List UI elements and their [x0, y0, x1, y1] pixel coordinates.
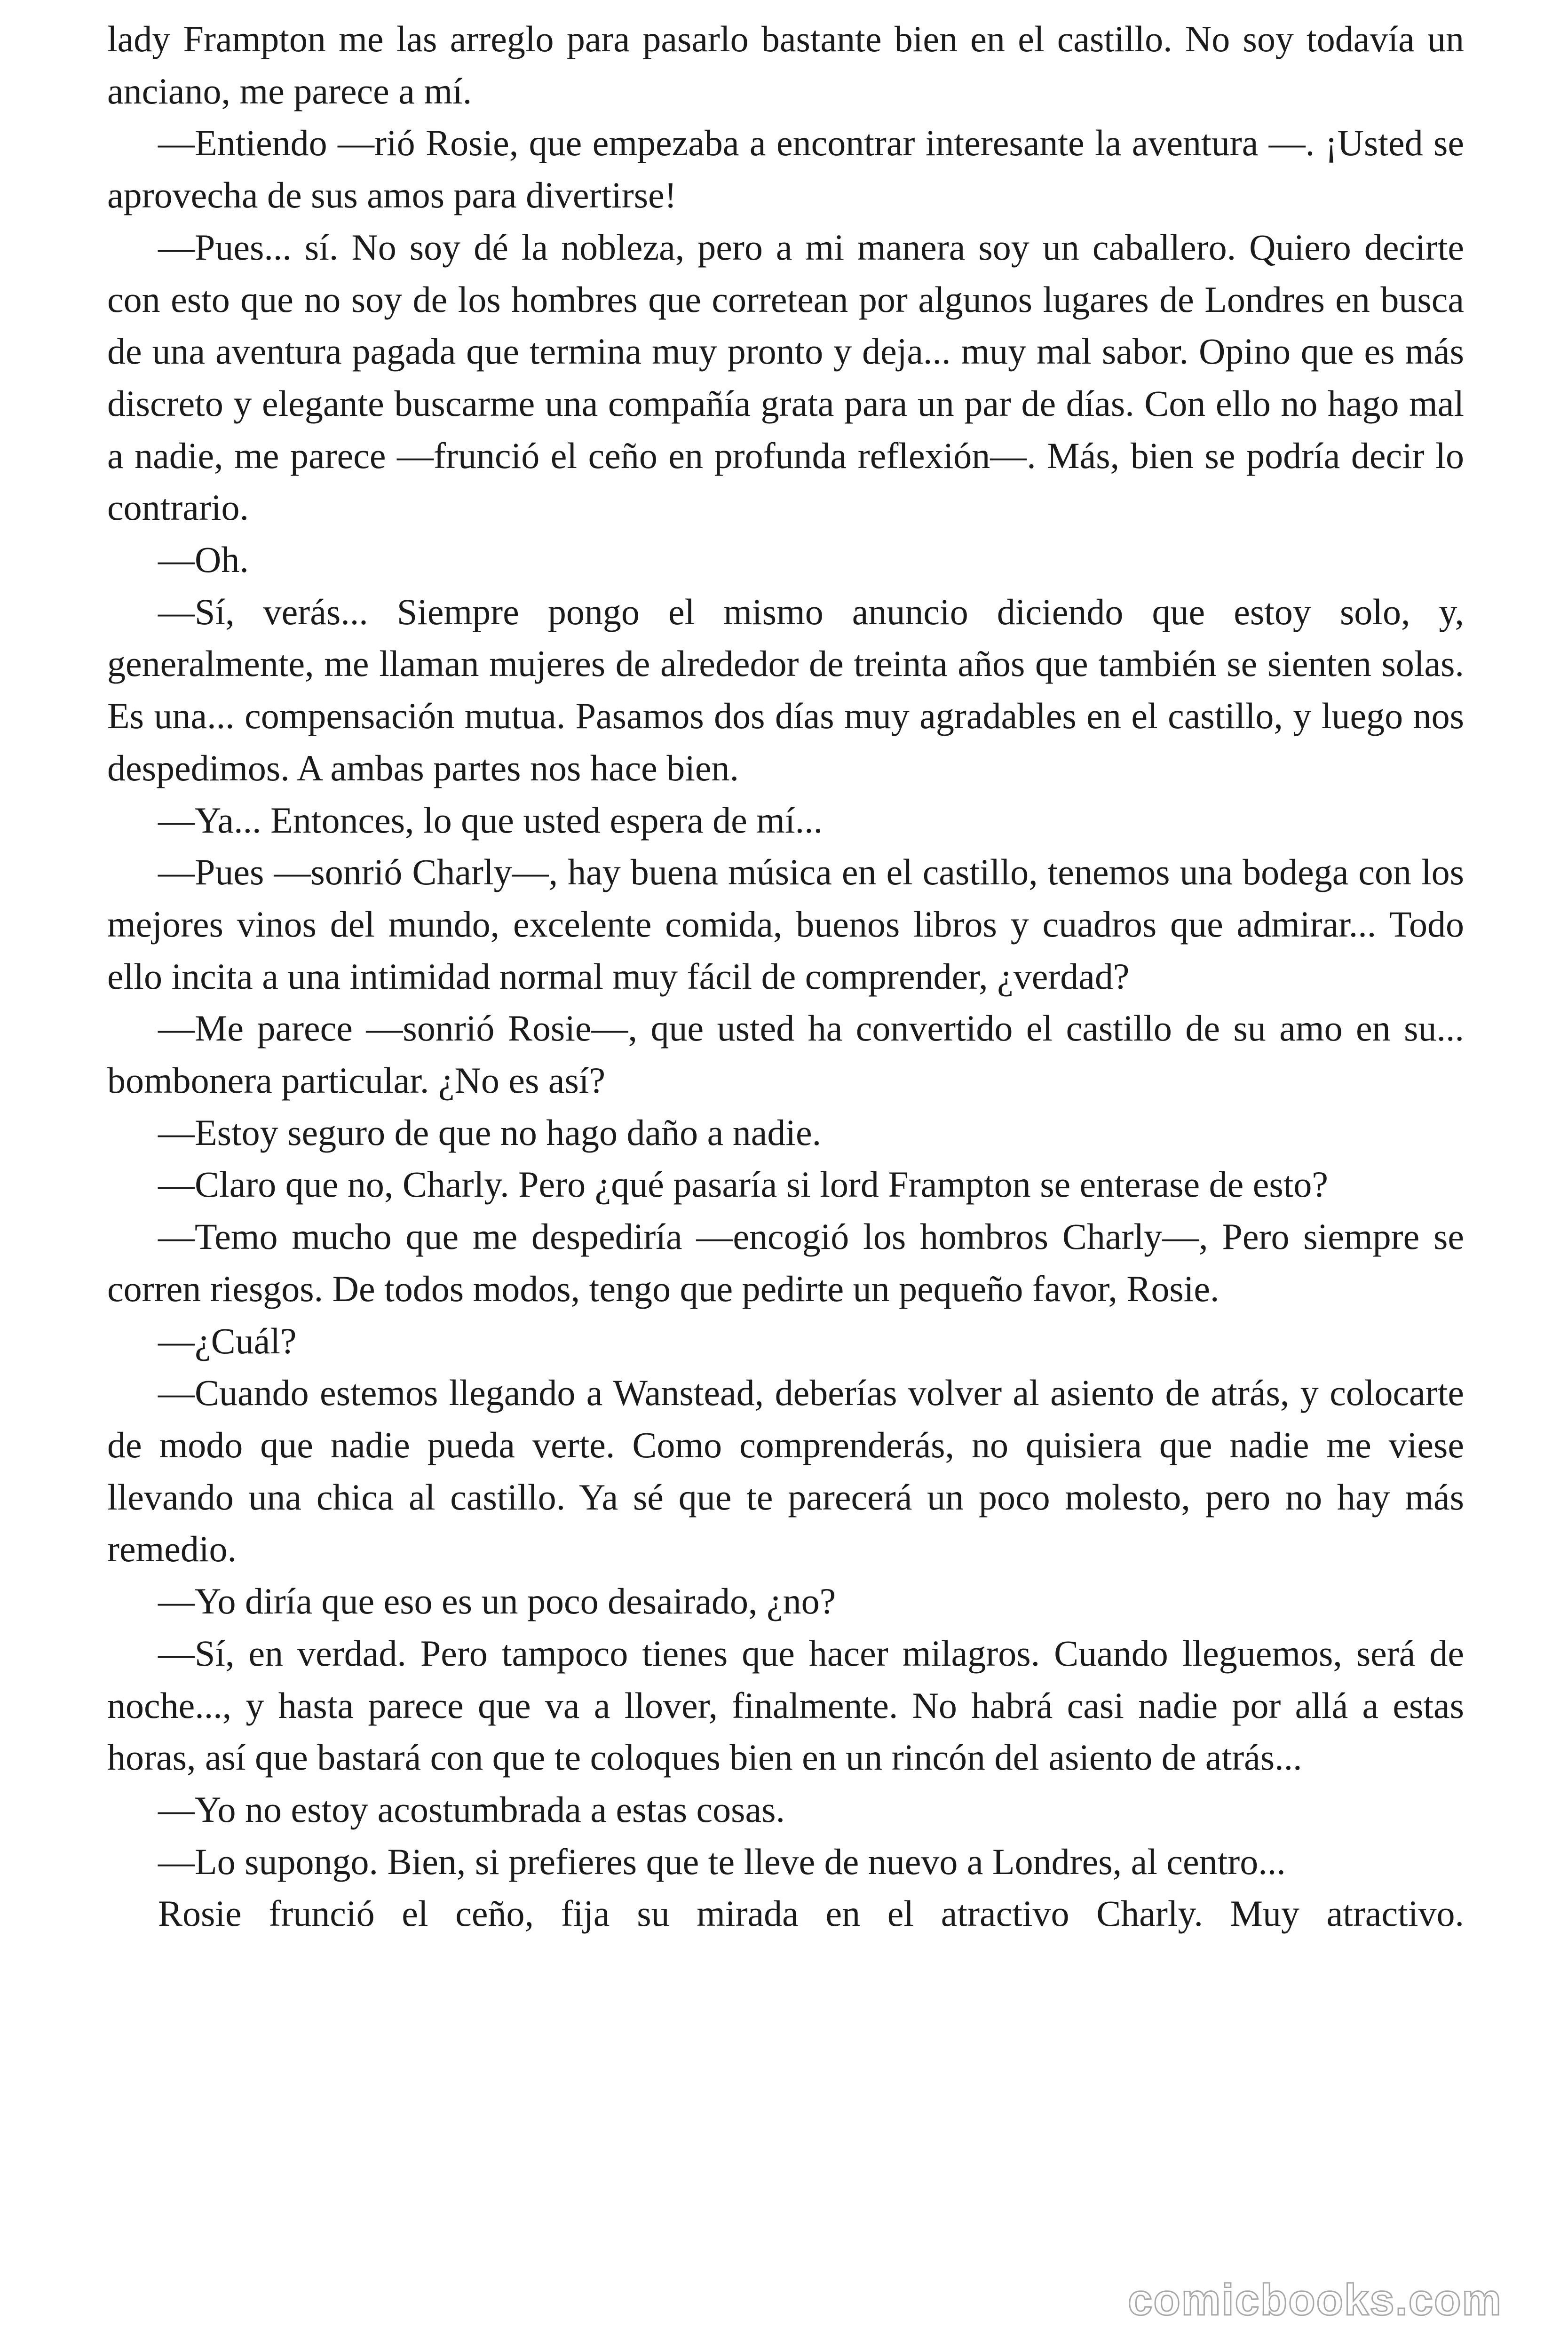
paragraph: —Cuando estemos llegando a Wanstead, deberías volver al asiento de atrás, y colocarte de modo que nadie pueda verte. Como comprenderás, no quisiera que nadie me viese llevando una chica al castillo. Ya sé que te parecerá un poco molesto, pero no hay más remedio.	[107, 1372, 1464, 1570]
paragraph: lady Frampton me las arreglo para pasarlo bastante bien en el castillo. No soy todavía un anciano, me parece a mí.	[107, 18, 1464, 111]
paragraph: —Claro que no, Charly. Pero ¿qué pasaría si lord Frampton se enterase de esto?	[158, 1164, 1329, 1205]
paragraph: —Me parece —sonrió Rosie—, que usted ha convertido el castillo de su amo en su... bombonera particular. ¿No es así?	[107, 1008, 1464, 1101]
paragraph: —Temo mucho que me despediría —encogió los hombros Charly—, Pero siempre se corren riesgos. De todos modos, tengo que pedirte un pequeño favor, Rosie.	[107, 1216, 1464, 1309]
paragraph: —Yo diría que eso es un poco desairado, ¿no?	[158, 1581, 836, 1622]
paragraph: —Estoy seguro de que no hago daño a nadie.	[158, 1112, 822, 1153]
paragraph: —¿Cuál?	[158, 1320, 297, 1361]
paragraph: —Sí, verás... Siempre pongo el mismo anuncio diciendo que estoy solo, y, generalmente, me llaman mujeres de alrededor de treinta años que también se sienten solas. Es una... compensación mutua. Pasamos dos días muy agradables en el castillo, y luego nos despedimos. A ambas partes nos hace bien.	[107, 591, 1464, 788]
paragraph: —Lo supongo. Bien, si prefieres que te lleve de nuevo a Londres, al centro...	[158, 1841, 1286, 1882]
paragraph: —Pues... sí. No soy dé la nobleza, pero a mi manera soy un caballero. Quiero decirte con esto que no soy de los hombres que corretean por algunos lugares de Londres en busca de una aventura pagada que termina muy pronto y deja... muy mal sabor. Opino que es más discreto y elegante buscarme una compañía grata para un par de días. Con ello no hago mal a nadie, me parece —frunció el ceño en profunda reflexión—. Más, bien se podría decir lo contrario.	[107, 226, 1464, 528]
paragraph: —Pues —sonrió Charly—, hay buena música en el castillo, tenemos una bodega con los mejores vinos del mundo, excelente comida, buenos libros y cuadros que admirar... Todo ello incita a una intimidad normal muy fácil de comprender, ¿verdad?	[107, 851, 1464, 997]
paragraph: —Ya... Entonces, lo que usted espera de mí...	[158, 799, 823, 841]
watermark-logo: comicbooks.com	[1128, 2275, 1502, 2324]
paragraph: Rosie frunció el ceño, fija su mirada en el atractivo Charly. Muy atractivo.	[158, 1893, 1464, 1934]
paragraph: —Oh.	[158, 539, 249, 580]
paragraph: —Sí, en verdad. Pero tampoco tienes que hacer milagros. Cuando lleguemos, será de noche..., y hasta parece que va a llover, finalmente. No habrá casi nadie por allá a estas horas, así que bastará con que te coloques bien en un rincón del asiento de atrás...	[107, 1632, 1464, 1778]
book-page-text	[107, 13, 1464, 1940]
paragraph: —Yo no estoy acostumbrada a estas cosas.	[158, 1788, 785, 1830]
paragraph: —Entiendo —rió Rosie, que empezaba a encontrar interesante la aventura —. ¡Usted se aprovecha de sus amos para divertirse!	[107, 122, 1464, 216]
